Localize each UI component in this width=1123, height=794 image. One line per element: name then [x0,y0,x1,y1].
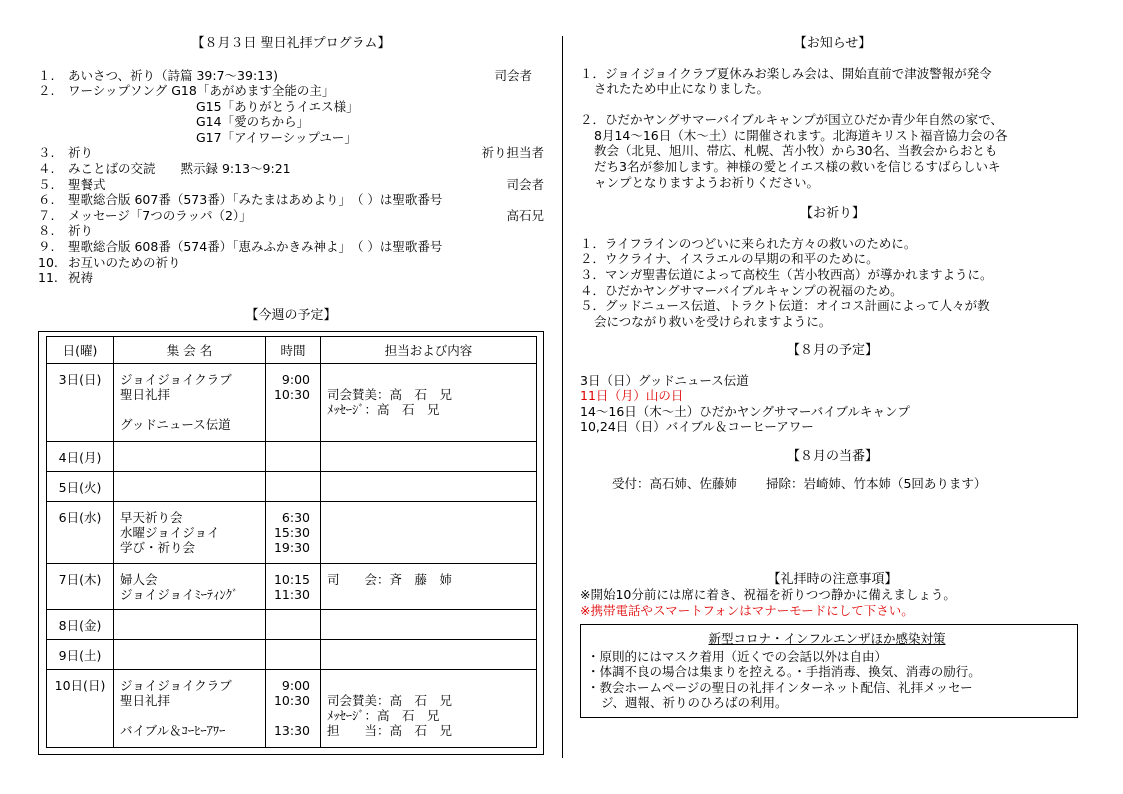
schedule-meeting-line: ジョイジョイクラブ [120,678,232,694]
schedule-time-line: 13:30 [273,723,310,739]
program-item: ３. 祈り 祈り担当者 [38,145,544,161]
prayer-item: ３．マンガ聖書伝道によって高校生（苫小牧西高）が導かれますように。 [580,266,993,282]
program-title: 【８月３日 聖日礼拝プログラム】 [191,36,391,51]
prayer-item: ４．ひだかヤングサマーバイブルキャンプの祝福のため。 [580,282,903,298]
schedule-note [321,670,537,748]
program-item: ２. ワーシップソング G18「あがめます全能の主」 [38,83,335,99]
caution-line-1: ※開始10分前には席に着き、祝福を祈りつつ静かに備えましょう。 [580,587,956,603]
prayer-item: １．ライフラインのつどいに来られた方々の救いのために。 [580,235,917,251]
schedule-time [266,442,321,472]
schedule-time [266,610,321,640]
program-item: ５. 聖餐式 司会者 [38,176,544,192]
schedule-meeting [114,610,266,640]
schedule-meeting-line: 水曜ジョイジョイ [120,525,220,541]
schedule-time-line: 6:30 [281,510,310,526]
schedule-row [47,670,537,748]
schedule-meeting [114,502,266,564]
schedule-header-row [47,337,537,364]
prayer-item: ２．ウクライナ、イスラエルの早期の和平のために。 [580,251,879,267]
schedule-time-line: 10:30 [273,387,310,403]
schedule-frame [38,331,544,755]
august-schedule-list [580,373,1085,435]
infection-measure: ・体調不良の場合は集まりを控える。・手指消毒、換気、消毒の励行。 [587,664,981,680]
schedule-note-line: 司会賛美：高 石 兄 [327,387,453,403]
schedule-meeting-line [120,402,259,417]
prayer-title: 【お祈り】 [799,206,865,222]
schedule-meeting [114,442,266,472]
schedule-meeting-line: 早天祈り会 [120,510,183,526]
infection-measures-title: 新型コロナ・インフルエンザほか感染対策 [708,631,946,647]
schedule-body [47,364,537,748]
schedule-day: 3日(日) [47,364,114,442]
program-item: １. あいさつ、祈り（詩篇 39:7～39:13) 司会者 [38,67,532,83]
schedule-time [266,364,321,442]
schedule-note [321,640,537,670]
schedule-note-line [327,678,530,693]
program-item: ４. みことばの交読 黙示録 9:13～9:21 [38,161,291,177]
schedule-row [47,640,537,670]
schedule-time [266,564,321,610]
schedule-table [46,336,537,748]
schedule-day: 10日(日) [47,670,114,748]
schedule-meeting-line: 婦人会 [120,572,158,588]
schedule-note [321,442,537,472]
schedule-note [321,364,537,442]
schedule-meeting-line [120,708,259,723]
schedule-meeting-line: 聖日礼拝 [120,387,171,403]
prayer-item: ５．グッドニュース伝道、トラクト伝道：オイコス計画によって人々が教 [580,298,990,314]
schedule-meeting-line: 学び・祈り会 [120,540,196,556]
schedule-row [47,472,537,502]
notice-line: ャンプとなりますようお祈りください。 [594,174,820,190]
infection-measure: ・教会ホームページの聖日の礼拝インターネット配信、礼拝メッセー [587,679,973,695]
duty-text: 受付：高石姉、佐藤姉 掃除：岩崎姉、竹本姉（5回あります） [612,476,987,492]
schedule-day: 5日(火) [47,472,114,502]
schedule-note-line: ﾒｯｾｰｼﾞ：高 石 兄 [327,708,440,724]
schedule-day: 8日(金) [47,610,114,640]
right-column [580,36,1085,718]
schedule-meeting [114,564,266,610]
schedule-time-line [272,708,310,723]
duty-title: 【８月の当番】 [786,448,878,464]
schedule-row [47,564,537,610]
notice-line [580,97,1085,113]
schedule-row [47,364,537,442]
program-item: ６. 聖歌総合版 607番（573番）「みたまはあめより」 （ ）は聖歌番号 [38,192,443,208]
infection-measures-box [580,624,1078,718]
schedule-note-line: ﾒｯｾｰｼﾞ：高 石 兄 [327,402,440,418]
program-item: ９. 聖歌総合版 608番（574番）「恵みふかきみ神よ」 （ ）は聖歌番号 [38,239,443,255]
schedule-time-line: 10:30 [273,693,310,709]
program-item: ７. メッセージ「7つのラッパ（2）」 高石兄 [38,207,544,223]
program-item: ８. 祈り [38,223,94,239]
schedule-time [266,502,321,564]
schedule-row [47,502,537,564]
august-schedule-item: 3日（日）グッドニュース伝道 [580,372,749,388]
schedule-time [266,472,321,502]
notice-line: ２．ひだかヤングサマーバイブルキャンプが国立ひだか青少年自然の家で、 [580,112,1003,128]
schedule-day: 7日(木) [47,564,114,610]
program-item: G17「アイワーシップユー」 [196,129,357,145]
notice-line: されたため中止になりました。 [594,81,770,97]
schedule-meeting-line: ジョイジョイﾐｰﾃｨﾝｸﾞ [120,587,239,603]
schedule-time-line: 11:30 [273,587,310,603]
notice-text [580,66,1085,191]
schedule-time-line: 9:00 [281,678,310,694]
header-name: 集 会 名 [114,337,266,364]
header-time: 時間 [266,337,321,364]
program-item: G15「ありがとうイエス様」 [196,98,359,114]
schedule-meeting-line: ジョイジョイクラブ [120,372,232,388]
schedule-note [321,564,537,610]
schedule-time-line: 19:30 [273,540,310,556]
notice-line: １．ジョイジョイクラブ夏休みお楽しみ会は、開始直前で津波警報が発令 [580,65,992,81]
schedule-meeting [114,472,266,502]
prayer-item: 会につながり救いを受けられますように。 [594,313,832,329]
program-list [38,68,544,286]
august-schedule-item: 11日（月）山の日 [580,388,684,404]
schedule-title: 【今週の予定】 [245,307,337,323]
notice-line: だち3名が参加します。神様の愛とイエス様の救いを信じるすばらしいキ [594,159,1001,175]
caution-title: 【礼拝時の注意事項】 [767,571,898,587]
schedule-note-line: 司会賛美：高 石 兄 [327,693,453,709]
schedule-note [321,502,537,564]
caution-line-2: ※携帯電話やスマートフォンはマナーモードにして下さい。 [580,602,914,618]
august-schedule-title: 【８月の予定】 [786,343,878,359]
august-schedule-item: 14～16日（木～土）ひだかヤングサマーバイブルキャンプ [580,403,910,419]
program-item: G14「愛のちから」 [196,114,310,130]
schedule-day: 4日(月) [47,442,114,472]
infection-measure: ジ、週報、祈りのひろばの利用。 [601,695,788,711]
infection-measure: ・原則的にはマスク着用（近くでの会話以外は自由） [587,648,888,664]
schedule-day: 6日(水) [47,502,114,564]
schedule-time-line: 15:30 [273,525,310,541]
column-divider [562,36,563,758]
schedule-row [47,610,537,640]
schedule-time-line: 9:00 [281,372,310,388]
program-item: 10. お互いのための祈り [38,254,181,270]
schedule-meeting-line: 聖日礼拝 [120,693,171,709]
header-day: 日(曜) [47,337,114,364]
schedule-day: 9日(土) [47,640,114,670]
schedule-time [266,640,321,670]
schedule-note [321,610,537,640]
left-column [38,36,544,755]
schedule-time [266,670,321,748]
program-item: 11. 祝祷 [38,270,94,286]
notice-line: 8月14～16日（木～土）に開催されます。北海道キリスト福音協力会の各 [594,127,1008,143]
schedule-meeting [114,364,266,442]
august-schedule-item: 10,24日（日）バイブル＆コーヒーアワー [580,419,814,435]
header-note: 担当および内容 [321,337,537,364]
schedule-note-line [327,372,530,387]
schedule-meeting [114,640,266,670]
notice-title: 【お知らせ】 [793,36,872,51]
schedule-note [321,472,537,502]
schedule-note-line: 司 会：斉 藤 姉 [327,572,453,588]
schedule-row [47,442,537,472]
schedule-meeting [114,670,266,748]
schedule-meeting-line: バイブル＆ｺｰﾋｰｱﾜｰ [120,723,226,739]
notice-line: 教会（北見、旭川、帯広、札幌、苫小牧）から30名、当教会からおとも [594,143,998,159]
schedule-note-line: 担 当：高 石 兄 [327,723,453,739]
schedule-meeting-line: グッドニュース伝道 [120,417,231,433]
prayer-list [580,236,1085,330]
schedule-time-line: 10:15 [273,572,310,588]
